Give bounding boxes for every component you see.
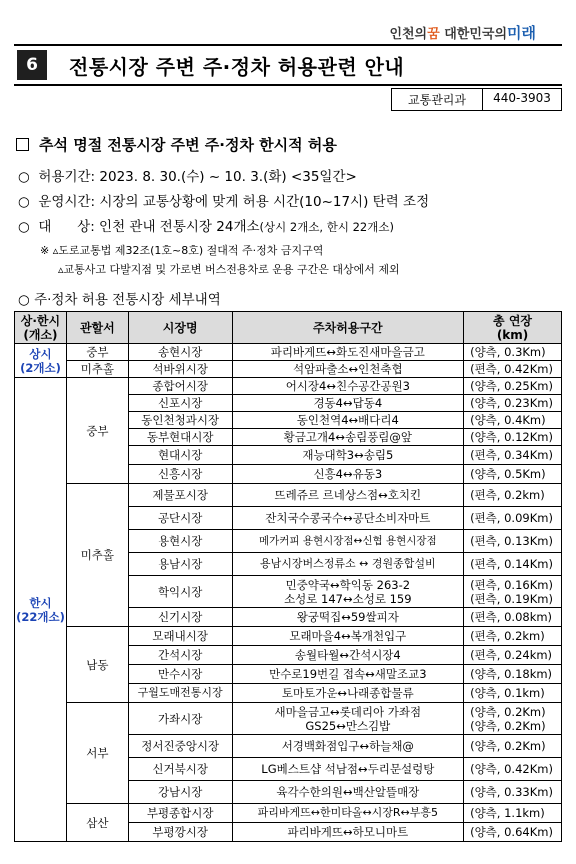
length-cell: (양측, 0.33Km) [464, 781, 562, 804]
allowed-section: 뜨레쥬르 르네상스점↔호치킨 [232, 484, 464, 507]
section-line: GS25↔만스김밥 [305, 718, 391, 733]
info-label: 허용기간 [38, 169, 91, 185]
length-line: (양측, 0.2Km) [470, 718, 546, 733]
station-cell: 서부 [66, 703, 128, 804]
allowed-section: 신흥4↔유동3 [232, 465, 464, 484]
table-row [15, 627, 562, 646]
allowed-section: 만수로19번길 접속↔새말조교3 [232, 665, 464, 684]
length-line: (편측, 0.16Km) [470, 577, 553, 592]
table-header-row [15, 312, 562, 344]
allowed-section: 황금고개4↔송림풍림@앞 [232, 429, 464, 446]
table-row [15, 804, 562, 823]
market-name: 신흥시장 [128, 465, 232, 484]
logo [389, 22, 536, 43]
info-text: : 시장의 교통상황에 맞게 허용 시간(10~17시) 탄력 조정 [90, 194, 430, 210]
station-cell: 미추홀 [66, 361, 128, 378]
section-title [16, 134, 337, 155]
allowed-section: 토마토가운↔나래종합물류 [232, 684, 464, 703]
table-title: ○ 주·정차 허용 전통시장 세부내역 [18, 292, 221, 308]
allowed-section: 잔치국수콩국수↔공단소비자마트 [232, 507, 464, 530]
info-label: 대 상 [38, 219, 91, 235]
length-cell: (양측, 0.23Km) [464, 395, 562, 412]
market-name: 현대시장 [128, 446, 232, 465]
length-cell: (편측, 0.09Km) [464, 507, 562, 530]
allowed-section: 파리바게뜨↔한미타올↔시장R↔부흥5 [232, 804, 464, 823]
market-name: 석바위시장 [128, 361, 232, 378]
allowed-section: 송월타월↔간석시장4 [232, 646, 464, 665]
length-cell: (편측, 0.2km) [464, 484, 562, 507]
length-cell: (양측, 0.42Km) [464, 758, 562, 781]
header-market: 시장명 [128, 312, 232, 344]
market-name: 신포시장 [128, 395, 232, 412]
info-text: : 인천 관내 전통시장 24개소 [90, 219, 260, 235]
note-2: ▵교통사고 다발지점 및 가로변 버스전용차로 운용 구간은 대상에서 제외 [58, 263, 400, 276]
allowed-section: 어시장4↔친수공간공원3 [232, 378, 464, 395]
allowed-section: 파리바게뜨↔화도진새마을금고 [232, 344, 464, 361]
length-cell: (편측, 0.34Km) [464, 446, 562, 465]
info-target [18, 215, 394, 235]
market-table [14, 311, 562, 842]
length-cell: (편측, 0.14Km) [464, 553, 562, 576]
length-cell [464, 576, 562, 608]
allowed-section: 파리바게뜨↔하모니마트 [232, 823, 464, 842]
length-cell: (편측, 0.08km) [464, 608, 562, 627]
market-name: 모래내시장 [128, 627, 232, 646]
market-name: 정서진중앙시장 [128, 735, 232, 758]
department-box [391, 88, 562, 111]
info-period [18, 165, 357, 185]
header-length: 총 연장 (km) [464, 312, 562, 344]
allowed-section: 경동4↔답동4 [232, 395, 464, 412]
length-cell: (양측, 0.18km) [464, 665, 562, 684]
title-row [14, 47, 562, 83]
section-line: 민중약국↔학익동 263-2 [285, 577, 411, 592]
market-name: 동인천청과시장 [128, 412, 232, 429]
checkbox-icon [16, 138, 29, 151]
station-cell: 미추홀 [66, 484, 128, 627]
station-cell: 중부 [66, 344, 128, 361]
allowed-section: 동인천역4↔배다리4 [232, 412, 464, 429]
table-row [15, 484, 562, 507]
length-cell: (양측, 0.12Km) [464, 429, 562, 446]
market-name: 신기시장 [128, 608, 232, 627]
section-title-text: 추석 명절 전통시장 주변 주·정차 한시적 허용 [39, 136, 337, 154]
table-row [15, 703, 562, 735]
length-cell: (양측, 0.2Km) [464, 735, 562, 758]
info-hours [18, 190, 429, 210]
market-name: 부평깡시장 [128, 823, 232, 842]
length-cell [464, 703, 562, 735]
length-cell: (양측, 0.5Km) [464, 465, 562, 484]
market-name: 용남시장 [128, 553, 232, 576]
section-line: 새마을금고↔롯데리아 가좌점 [274, 704, 422, 719]
length-line: (양측, 0.2Km) [470, 704, 546, 719]
length-cell: (양측, 0.4Km) [464, 412, 562, 429]
header-station: 관할서 [66, 312, 128, 344]
allowed-section: 왕궁떡집↔59쌀피자 [232, 608, 464, 627]
market-name: 종합어시장 [128, 378, 232, 395]
logo-future: 미래 [507, 24, 536, 42]
market-name: 부평종합시장 [128, 804, 232, 823]
allowed-section: 메가커피 용현시장점↔신협 용현시장점 [232, 530, 464, 553]
station-cell: 남동 [66, 627, 128, 703]
market-name: 용현시장 [128, 530, 232, 553]
length-cell: (편측, 0.2km) [464, 627, 562, 646]
length-cell: (편측, 0.13Km) [464, 530, 562, 553]
length-cell: (양측, 0.1km) [464, 684, 562, 703]
length-cell: (양측, 0.25Km) [464, 378, 562, 395]
header-section: 주차허용구간 [232, 312, 464, 344]
table-row [15, 378, 562, 395]
length-cell: (양측, 0.64Km) [464, 823, 562, 842]
group-hansi: 한시 (22개소) [15, 378, 67, 842]
market-name: 가좌시장 [128, 703, 232, 735]
length-cell: (양측, 0.3Km) [464, 344, 562, 361]
note-1: ※ ▵도로교통법 제32조(1호~8호) 절대적 주·정차 금지구역 [40, 244, 324, 257]
top-rule [14, 44, 562, 46]
length-cell: (양측, 1.1km) [464, 804, 562, 823]
allowed-section: 서경백화점입구↔하늘채@ [232, 735, 464, 758]
market-name: 만수시장 [128, 665, 232, 684]
length-cell: (편측, 0.24km) [464, 646, 562, 665]
header-type: 상·한시 (개소) [15, 312, 67, 344]
department-phone: 440-3903 [493, 91, 551, 105]
info-text: : 2023. 8. 30.(수) ~ 10. 3.(화) <35일간> [90, 169, 357, 185]
logo-dream: 꿈 [427, 27, 440, 42]
length-cell: (편측, 0.42Km) [464, 361, 562, 378]
market-name: 구월도매전통시장 [128, 684, 232, 703]
station-cell: 중부 [66, 378, 128, 484]
market-name: 학익시장 [128, 576, 232, 608]
section-line: 소성로 147↔소성로 159 [284, 591, 412, 606]
info-label: 운영시간 [38, 194, 91, 210]
allowed-section: LG베스트샵 석남점↔두리문설렁탕 [232, 758, 464, 781]
bullet: ○ [18, 219, 30, 235]
logo-prefix: 인천의 [389, 27, 428, 42]
table-row [15, 361, 562, 378]
allowed-section: 용남시장버스정류소 ↔ 경원종합설비 [232, 553, 464, 576]
bullet: ○ [18, 169, 30, 185]
market-name: 신거북시장 [128, 758, 232, 781]
allowed-section: 육각수한의원↔백산알뜰매장 [232, 781, 464, 804]
allowed-section: 석암파출소↔인천축협 [232, 361, 464, 378]
length-line: (편측, 0.19Km) [470, 591, 553, 606]
department-name: 교통관리과 [392, 89, 483, 110]
station-cell: 삼산 [66, 804, 128, 842]
market-name: 송현시장 [128, 344, 232, 361]
title-bottom-rule [14, 84, 562, 86]
market-name: 동부현대시장 [128, 429, 232, 446]
market-name: 제물포시장 [128, 484, 232, 507]
group-sangsi: 상시 (2개소) [15, 344, 67, 378]
info-small: (상시 2개소, 한시 22개소) [259, 220, 394, 234]
bullet: ○ [18, 194, 30, 210]
market-name: 공단시장 [128, 507, 232, 530]
allowed-section [232, 703, 464, 735]
table-row [15, 344, 562, 361]
market-name: 간석시장 [128, 646, 232, 665]
allowed-section [232, 576, 464, 608]
allowed-section: 재능대학3↔송림5 [232, 446, 464, 465]
logo-middle: 대한민국의 [439, 27, 508, 42]
page-title: 전통시장 주변 주·정차 허용관련 안내 [69, 54, 405, 79]
allowed-section: 모래마을4↔복개천입구 [232, 627, 464, 646]
market-name: 강남시장 [128, 781, 232, 804]
section-number: 6 [17, 50, 47, 80]
